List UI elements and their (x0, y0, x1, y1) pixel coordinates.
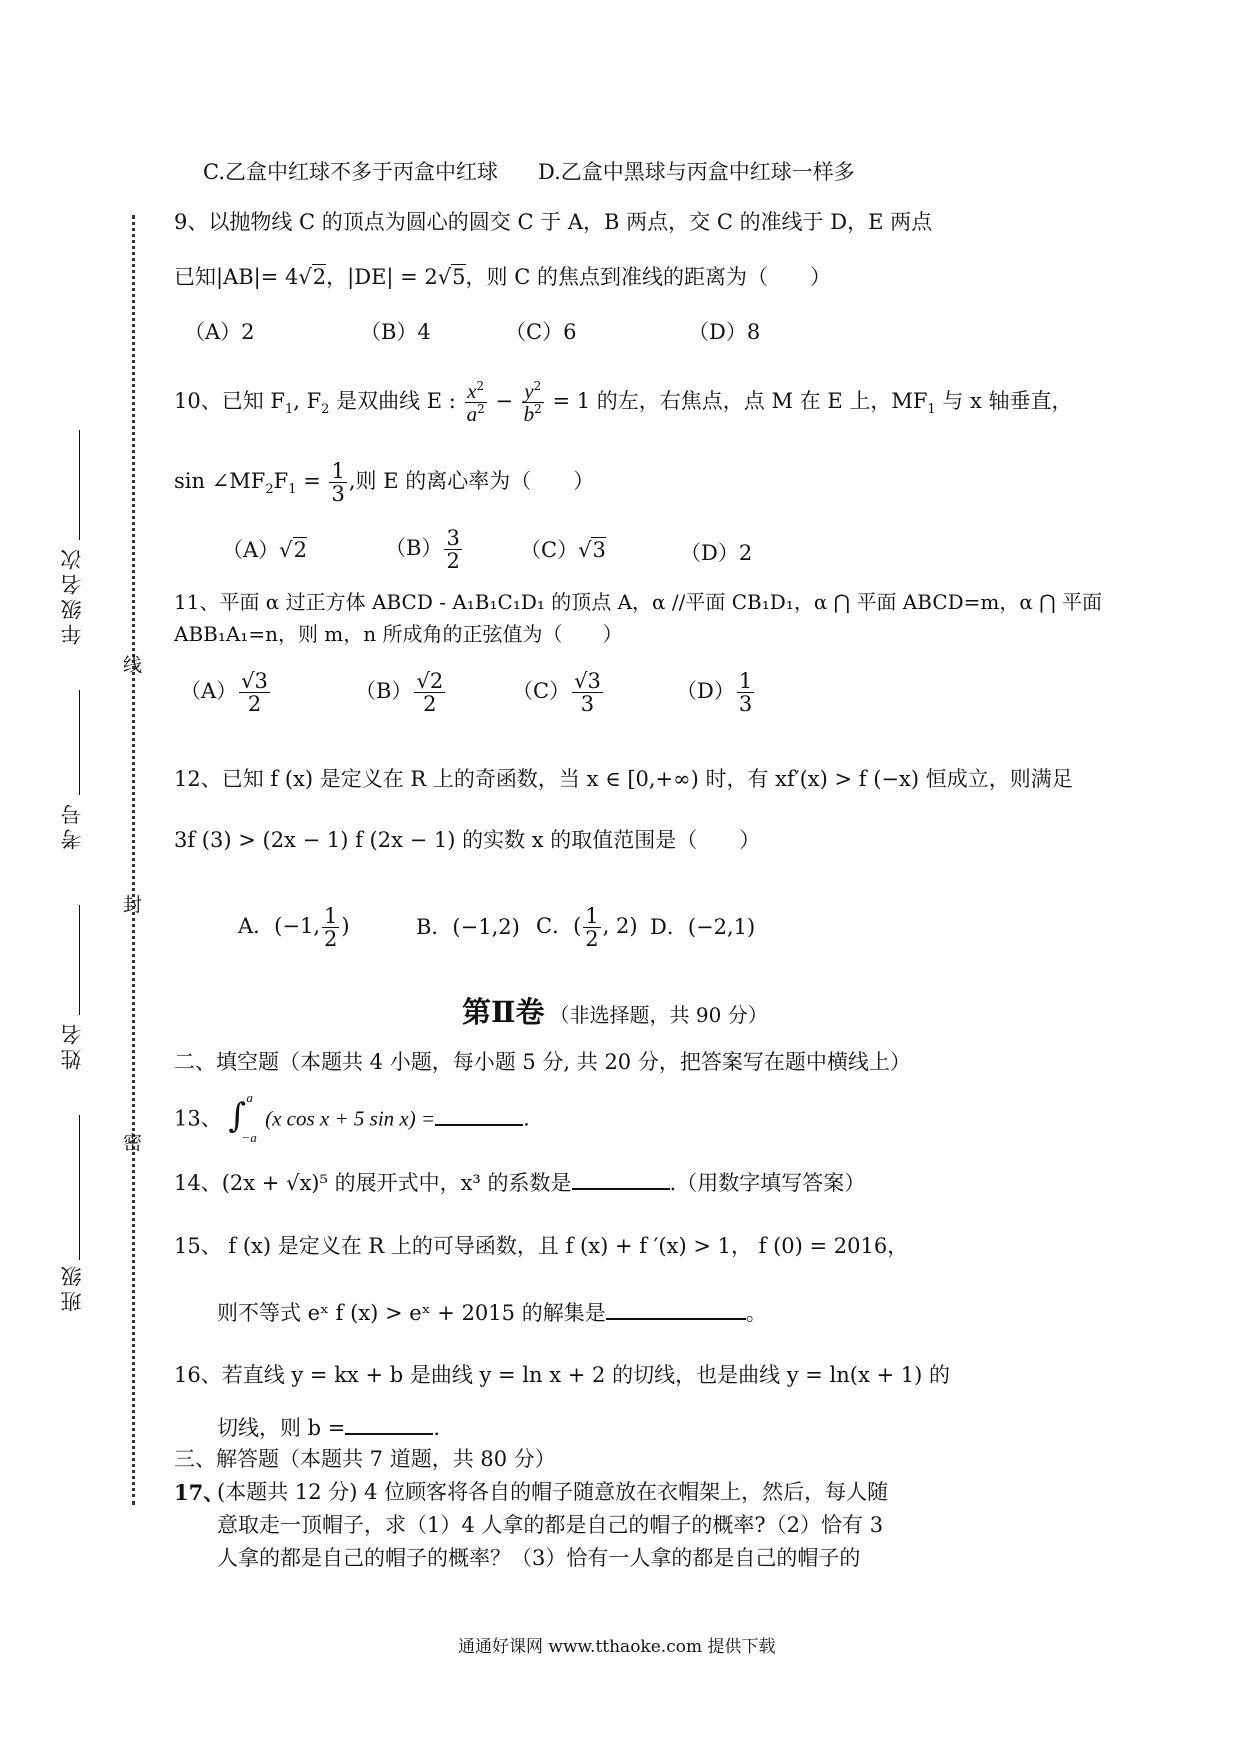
q16-answer-blank[interactable] (345, 1415, 433, 1435)
q17-number: 17、 (174, 1480, 225, 1505)
q10-option-b: （B） $\frac{3}{2}$ (385, 526, 460, 574)
q8-option-c: C.乙盒中红球不多于丙盒中红球 (203, 160, 498, 184)
q9-option-c: （C）6 (505, 320, 577, 344)
q10-f2-sub: 2 (321, 402, 330, 418)
q14-answer-blank[interactable] (572, 1170, 670, 1190)
q13-answer-blank[interactable] (435, 1106, 523, 1126)
sidebar-name-label: 姓名 (60, 1020, 84, 1070)
q10-option-c: （C）√3 (520, 538, 606, 562)
q12-option-b: B．(−1,2) (416, 915, 520, 939)
q17-line2: 意取走一顶帽子，求（1）4 人拿的都是自己的帽子的概率?（2）恰有 3 (217, 1513, 884, 1537)
q16-stem-line1: 16、若直线 y = kx + b 是曲线 y = ln x + 2 的切线，也是曲线 y = ln(x + 1) 的 (174, 1363, 951, 1387)
q16-stem-line2: 切线，则 b = . (217, 1416, 441, 1440)
q12-option-d: D．(−2,1) (650, 915, 756, 939)
q10-sin-prefix: sin ∠MF (174, 469, 266, 494)
page-footer: 通通好课网 www.tthaoke.com 提供下载 (458, 1637, 776, 1657)
section3-heading: 三、解答题（本题共 7 道题，共 80 分） (174, 1447, 556, 1471)
q9-ab-root: 2 (312, 265, 327, 289)
q10-suffix: 与 x 轴垂直， (935, 389, 1073, 414)
q10-sin-value: $\frac{1}{3}$ (331, 459, 345, 507)
q11-stem-line1: 11、平面 α 过正方体 ABCD - A₁B₁C₁D₁ 的顶点 A，α //平面 CB₁D₁，α ⋂ 平面 ABCD=m，α ⋂ 平面 (174, 590, 1103, 614)
seal-char-seal: 封 (123, 894, 143, 916)
q13-expression: (x cos x + 5 sin x) = (265, 1106, 436, 1131)
q10-comma: , F (293, 389, 322, 414)
q10-line2-suffix: ,则 E 的离心率为（ ） (348, 469, 595, 494)
q9-suffix: ，则 C 的焦点到准线的距离为（ ） (465, 265, 831, 289)
sidebar-exam-no-underline (79, 690, 80, 795)
q14-note: .（用数字填写答案） (669, 1171, 866, 1195)
q15-stem-line2: 则不等式 eˣ f (x) > eˣ + 2015 的解集是 。 (217, 1301, 767, 1325)
q14-stem: 14、(2x + √x)⁵ 的展开式中，x³ 的系数是 (174, 1171, 572, 1195)
q9-ab-sqrt-sign: √ (298, 265, 312, 289)
part2-title: 第Ⅱ卷 (462, 995, 545, 1029)
q17-line3: 人拿的都是自己的帽子的概率？（3）恰有一人拿的都是自己的帽子的 (217, 1546, 861, 1570)
q9-stem-line2 (174, 265, 831, 290)
q10-mf-sub: 1 (927, 402, 936, 418)
q11-option-b: （B） $\frac{√2}{2}$ (355, 669, 444, 717)
seal-char-line: 线 (123, 654, 143, 676)
sidebar-class-underline (79, 1115, 80, 1260)
q15-line2: 则不等式 eˣ f (x) > eˣ + 2015 的解集是 (217, 1301, 606, 1325)
q9-option-a: （A）2 (184, 320, 255, 344)
q10-minus: − (488, 389, 520, 414)
q10-hyperbola-x-term: $\frac{x^2}{a^2}$ (466, 379, 485, 427)
q10-f1-sub: 1 (284, 402, 294, 418)
section2-heading: 二、填空题（本题共 4 小题，每小题 5 分, 共 20 分，把答案写在题中横线上） (174, 1050, 911, 1074)
q17-line1: (本题共 12 分) 4 位顾客将各自的帽子随意放在衣帽架上，然后，每人随 (217, 1480, 889, 1504)
q9-option-d: （D）8 (688, 320, 761, 344)
q15-answer-blank[interactable] (606, 1300, 746, 1320)
q8-option-d: D.乙盒中黑球与丙盒中红球一样多 (538, 160, 855, 184)
sidebar-name-underline (79, 905, 80, 1015)
q10-hyperbola-y-term: $\frac{y^2}{b^2}$ (523, 379, 542, 427)
q10-mid: 是双曲线 E : (329, 389, 456, 414)
binding-dotted-line (132, 215, 135, 1505)
sidebar-rank-underline (79, 430, 80, 540)
q13: 13、 ∫ a −a (x cos x + 5 sin x) = . (174, 1090, 530, 1145)
seal-char-secret: 密 (123, 1132, 143, 1154)
q12-option-c: C．( $\frac{1}{2}$ , 2) (536, 904, 638, 952)
q9-de-mid: ，|DE| = 2 (326, 265, 438, 289)
q10-stem-line2: $\sin \angle MF_2F_1$ = $\frac{1}{3}$ ,则 E 的离心率为（ ） (174, 459, 595, 507)
q10-prefix: 10、已知 F (174, 389, 285, 414)
q13-integral: ∫ a −a (228, 1090, 257, 1145)
q9-option-b: （B）4 (360, 320, 431, 344)
sidebar-exam-no-label: 考号 (60, 800, 84, 850)
q11-option-a: （A） $\frac{√3}{2}$ (180, 669, 268, 717)
q9-de-root: 5 (452, 265, 466, 289)
sidebar-rank-label: 年级名次 (60, 545, 84, 645)
q16-line2: 切线，则 b = (217, 1416, 346, 1440)
q12-option-a: A．(−1, $\frac{1}{2}$ ) (238, 904, 350, 952)
q10-stem-line1 (174, 380, 1073, 425)
q12-stem-line1: 12、已知 f (x) 是定义在 R 上的奇函数，当 x ∈ [0,+∞) 时，有 xf′(x) > f (−x) 恒成立，则满足 (174, 767, 1073, 791)
sidebar-class-label: 班级 (60, 1262, 84, 1312)
q11-option-c: （C） $\frac{√3}{3}$ (512, 669, 601, 717)
part2-subtitle: （非选择题，共 90 分） (549, 1003, 768, 1027)
q10-option-d: （D）2 (680, 541, 753, 565)
part2-heading (462, 990, 768, 1031)
q10-option-a: （A）√2 (222, 538, 307, 562)
q15-stem-line1: 15、 f (x) 是定义在 R 上的可导函数，且 f (x) + f ′(x) > 1， f (0) = 2016， (174, 1234, 909, 1258)
q11-stem-line2: ABB₁A₁=n，则 m，n 所成角的正弦值为（ ） (174, 622, 623, 646)
q10-eq: = 1 的左，右焦点，点 M 在 E 上，MF (545, 389, 928, 414)
q14 (174, 1170, 865, 1196)
q11-option-d: （D） $\frac{1}{3}$ (676, 669, 753, 717)
q9-stem-line1: 9、以抛物线 C 的顶点为圆心的圆交 C 于 A，B 两点，交 C 的准线于 D，E 两点 (174, 210, 933, 234)
q12-stem-line2: 3f (3) > (2x − 1) f (2x − 1) 的实数 x 的取值范围是（ ） (174, 828, 761, 852)
q9-de-sqrt-sign: √ (437, 265, 452, 289)
q9-ab-prefix: 已知|AB|= 4 (174, 265, 299, 289)
q13-number: 13、 (174, 1106, 222, 1131)
